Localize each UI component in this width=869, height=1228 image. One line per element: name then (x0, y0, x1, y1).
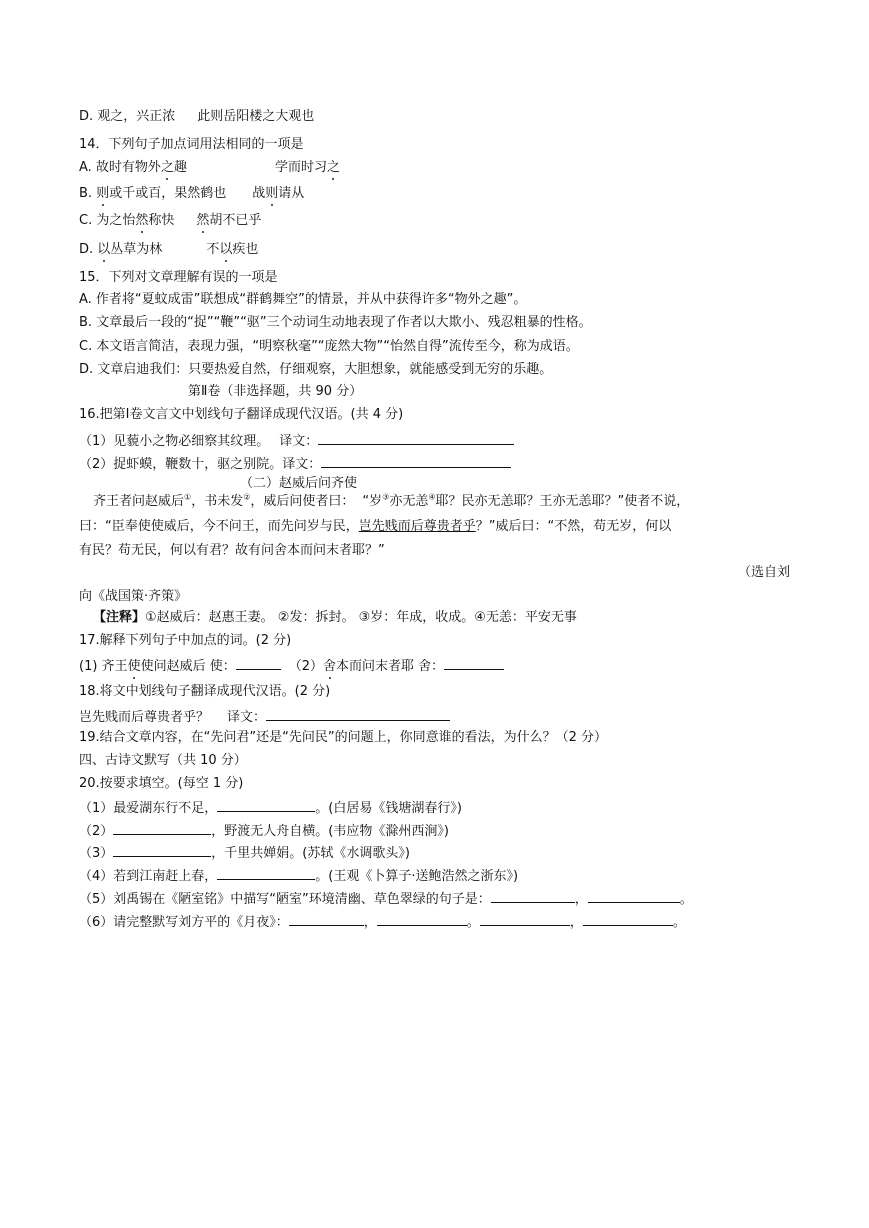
q20-item-5-sep: ， (574, 892, 588, 907)
q20-blank-6c[interactable] (480, 912, 570, 926)
q20-blank-5b[interactable] (588, 889, 680, 903)
q17-item-2-text2: 本而问末者耶 舍： (336, 659, 445, 674)
q14-b-text: B. (79, 186, 97, 201)
q14-a-text: A. 故时有物外 (79, 160, 161, 175)
q15-stem: 15．下列对文章理解有误的一项是 (79, 270, 278, 285)
q17-stem: 17.解释下列句子中加点的词。(2 分) (79, 633, 292, 648)
q18-item (79, 707, 450, 726)
q16-translation-label-2: 译文： (282, 457, 322, 472)
q14-b-text2: 或千或百，果然鹤也 (109, 186, 227, 201)
q20-item-5-text: （5）刘禹锡在《陋室铭》中描写“陋室”环境清幽、草色翠绿的句子是： (79, 892, 491, 907)
q17-item-1-dotted: 使 (127, 659, 141, 674)
q15-option-a: A. 作者将“夏蚊成雷”联想成“群鹤舞空”的情景，并从中获得许多“物外之趣”。 (79, 292, 527, 307)
q20-blank-2[interactable] (113, 821, 211, 835)
q15-option-d: D. 文章启迪我们：只要热爱自然，仔细观察，大胆想象，就能感受到无穷的乐趣。 (79, 362, 553, 377)
passage-line-1 (93, 494, 689, 510)
passage-text: 耶？民亦无恙耶？王亦无恙耶？”使者不说， (435, 494, 690, 509)
q16-sentence-2: （2）捉虾蟆，鞭数十，驱之别院。 (79, 457, 283, 472)
q14-c-text3: 胡不已乎 (209, 213, 262, 228)
q14-option-c (79, 213, 261, 229)
q13-option-d-a: D. 观之，兴正浓 (79, 109, 176, 124)
q13-option-d (79, 109, 314, 125)
q17-item-1-text: (1) 齐王 (79, 659, 128, 674)
notes-text: ①赵威后：赵惠王妻。 ②发：拆封。 ③岁：年成，收成。④无恙：平安无事 (145, 610, 577, 625)
passage-text: “岁 (362, 494, 383, 509)
q15-option-c: C. 本文语言简洁，表现力强，“明察秋毫”“庞然大物”“怡然自得”流传至今，称为成语。 (79, 339, 579, 354)
passage-text: 亦无恙 (389, 494, 429, 509)
section-ii-heading: 第Ⅱ卷（非选择题，共 90 分） (188, 384, 363, 399)
passage-text: ，书未发 (191, 494, 244, 509)
q14-d-dotted-2: 以 (219, 242, 233, 257)
q20-item-6-sep: ， (569, 915, 583, 930)
q14-d-dotted-1: 以 (97, 242, 111, 257)
q20-blank-6a[interactable] (289, 912, 364, 926)
q16-answer-blank-1[interactable] (318, 431, 514, 445)
q20-item-6-end: 。 (672, 915, 686, 930)
q14-a-dotted-2: 之 (326, 160, 340, 175)
q20-item-1-text: （1）最爱湖东行不足， (79, 801, 218, 816)
q14-option-b (79, 186, 304, 202)
q20-item-2-text: （2） (79, 824, 114, 839)
q14-b-dotted-2: 则 (265, 186, 279, 201)
q20-item-3-text: （3） (79, 846, 114, 861)
section-iv-heading: 四、古诗文默写（共 10 分） (79, 753, 247, 768)
q14-c-text: C. 为之怡 (79, 213, 136, 228)
passage-line-2 (79, 519, 671, 535)
q20-item-1-source: 。(白居易《钱塘湖春行》) (315, 801, 462, 816)
q20-item-6-mid: 。 (466, 915, 480, 930)
q19-stem: 19.结合文章内容，在“先问君”还是“先问民”的问题上，你同意谁的看法，为什么？（2 分） (79, 730, 608, 745)
q20-blank-3[interactable] (113, 843, 211, 857)
q20-item-6-sep: ， (363, 915, 377, 930)
q20-item-2 (79, 821, 449, 840)
q16-item-2 (79, 454, 511, 473)
q20-item-1 (79, 798, 462, 817)
notes-label: 【注释】 (93, 610, 146, 625)
q14-c-text2: 称快 (148, 213, 175, 228)
q20-blank-1[interactable] (217, 798, 315, 812)
q20-item-3 (79, 843, 410, 862)
q17-item-1-text2: 使问赵威后 使： (140, 659, 236, 674)
q20-blank-6d[interactable] (583, 912, 673, 926)
q16-translation-label-1: 译文： (279, 434, 319, 449)
q14-option-d (79, 242, 258, 258)
q18-answer-blank[interactable] (266, 707, 450, 721)
passage-text: ？”威后曰：“不然，苟无岁，何以 (475, 519, 672, 534)
q20-item-5-end: 。 (679, 892, 693, 907)
q20-item-6 (79, 912, 686, 931)
q13-option-d-b: 此则岳阳楼之大观也 (197, 109, 315, 124)
q14-option-a (79, 160, 340, 176)
q17-item-2-text: （2） (288, 659, 323, 674)
underlined-sentence: 岂先贱而后尊贵者乎 (358, 519, 476, 534)
q14-b-dotted-1: 则 (96, 186, 110, 201)
passage-source-a: （选自刘 (738, 565, 791, 580)
q14-d-text4: 疾也 (232, 242, 259, 257)
q17-item-2-dotted: 舍 (323, 659, 337, 674)
q14-c-dotted-2: 然 (196, 213, 210, 228)
passage-text: ，威后问使者曰： (250, 494, 355, 509)
q18-sentence: 岂先贱而后尊贵者乎？ (79, 710, 210, 725)
q20-item-5 (79, 889, 693, 908)
passage-text: 曰：“臣奉使使威后，今不问王，而先问岁与民， (79, 519, 359, 534)
q16-sentence-1: （1）见藐小之物必细察其纹理。 (79, 434, 270, 449)
q14-d-text: D. (79, 242, 98, 257)
footnote-mark: ④ (428, 492, 436, 502)
q20-item-4 (79, 866, 518, 885)
footnote-mark: ② (243, 492, 251, 502)
q14-a-dotted-1: 之 (160, 160, 174, 175)
passage-source-b: 向《战国策·齐策》 (79, 589, 188, 604)
q18-stem: 18.将文中划线句子翻译成现代汉语。(2 分) (79, 684, 331, 699)
q16-stem: 16.把第Ⅰ卷文言文中划线句子翻译成现代汉语。(共 4 分) (79, 407, 404, 422)
q20-item-4-text: （4）若到江南赶上春， (79, 869, 218, 884)
q20-item-6-text: （6）请完整默写刘方平的《月夜》： (79, 915, 289, 930)
q16-answer-blank-2[interactable] (321, 454, 511, 468)
q16-item-1 (79, 431, 514, 450)
q20-blank-5a[interactable] (491, 889, 575, 903)
q14-c-dotted-1: 然 (135, 213, 149, 228)
passage-title: （二）赵威后问齐使 (240, 476, 358, 491)
q14-a-text2: 趣 (173, 160, 187, 175)
q14-d-text2: 丛草为林 (110, 242, 163, 257)
passage-line-3: 有民？苟无民，何以有君？故有问舍本而问末者耶？” (79, 543, 385, 558)
q20-item-4-source: 。(王观《卜算子·送鲍浩然之浙东》) (315, 869, 519, 884)
q20-blank-6b[interactable] (377, 912, 467, 926)
q20-item-2-source: ，野渡无人舟自横。(韦应物《滁州西涧》) (211, 824, 449, 839)
passage-text: 齐王者问赵威后 (93, 494, 185, 509)
q17-answer-blank-1[interactable] (236, 656, 281, 670)
q14-d-text3: 不 (206, 242, 220, 257)
q20-blank-4[interactable] (217, 866, 315, 880)
q20-stem: 20.按要求填空。(每空 1 分) (79, 776, 244, 791)
q14-b-text3: 战 (252, 186, 266, 201)
q14-stem: 14．下列句子加点词用法相同的一项是 (79, 137, 304, 152)
q15-option-b: B. 文章最后一段的“捉”“鞭”“驱”三个动词生动地表现了作者以大欺小、残忍粗暴的性格。 (79, 315, 592, 330)
q18-translation-label: 译文： (227, 710, 267, 725)
q17-items (79, 656, 504, 675)
passage-notes (93, 610, 577, 626)
q14-a-text3: 学而时习 (274, 160, 327, 175)
footnote-mark: ① (184, 492, 192, 502)
q17-answer-blank-2[interactable] (444, 656, 504, 670)
q14-b-text4: 请从 (278, 186, 305, 201)
footnote-mark: ③ (382, 492, 390, 502)
q20-item-3-source: ，千里共婵娟。(苏轼《水调歌头》) (211, 846, 410, 861)
